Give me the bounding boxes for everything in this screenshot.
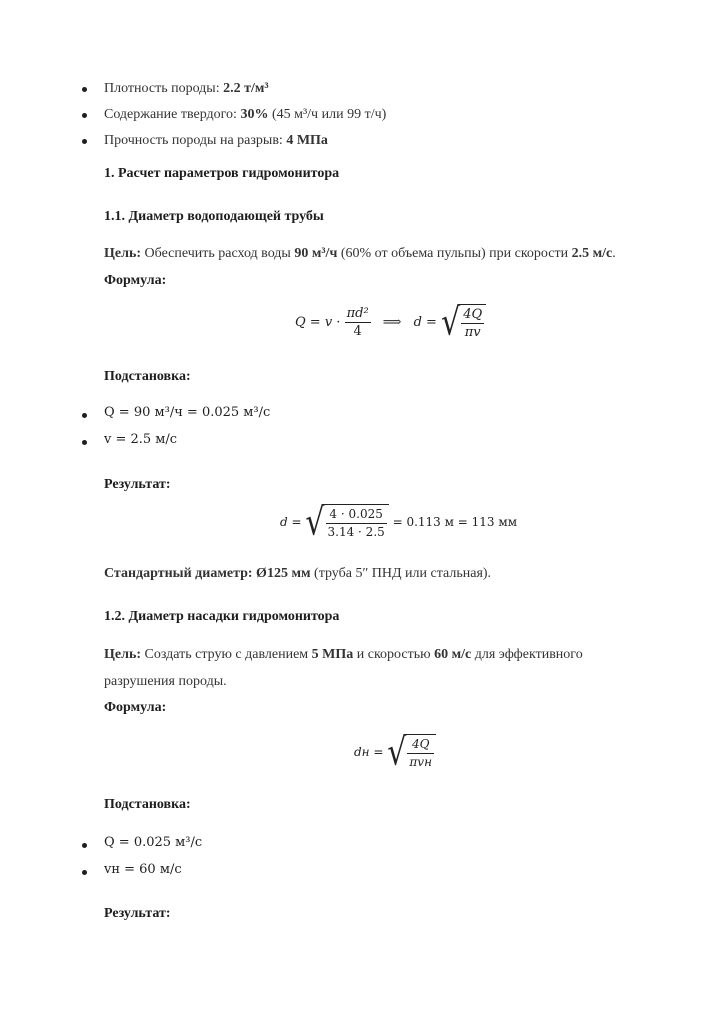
- bullet-dot: [82, 87, 87, 92]
- subsection-heading: 1.1. Диаметр водоподающей трубы: [104, 209, 324, 224]
- substitution-label: Подстановка:: [104, 797, 191, 812]
- substitution-item: vн = 60 м/с: [104, 862, 182, 877]
- sqrt-icon: √: [305, 500, 325, 544]
- implies-arrow: ⟹: [382, 315, 402, 330]
- substitution-item: Q = 90 м³/ч = 0.025 м³/с: [104, 405, 271, 420]
- formula-lhs: Q = v ·: [295, 315, 341, 330]
- bullet-dot: [82, 139, 87, 144]
- section-heading: 1. Расчет параметров гидромонитора: [104, 166, 340, 181]
- formula-result-diameter: d = √ $\frac{4 \cdot 0.025}{3.14 \cdot 2.5}$ = 0.113 м = 113 мм: [280, 500, 518, 544]
- property-strength: Прочность породы на разрыв: 4 МПа: [104, 133, 328, 148]
- substitution-label: Подстановка:: [104, 369, 191, 384]
- subsection-heading: 1.2. Диаметр насадки гидромонитора: [104, 609, 340, 624]
- sqrt-icon: √: [387, 730, 407, 774]
- goal-paragraph: Цель: Обеспечить расход воды 90 м³/ч (60% от объема пульпы) при скорости 2.5 м/с.: [104, 246, 616, 261]
- sqrt-radicand: $\frac{4 \cdot 0.025}{3.14 \cdot 2.5}$: [323, 504, 389, 541]
- formula-label: Формула:: [104, 273, 167, 288]
- formula-label: Формула:: [104, 700, 167, 715]
- property-density: Плотность породы: 2.2 т/м³: [104, 81, 269, 96]
- goal-paragraph-continued: разрушения породы.: [104, 674, 227, 689]
- substitution-item: v = 2.5 м/с: [104, 432, 178, 447]
- sqrt-radicand: $\frac{4Q}{\pi v}$: [458, 304, 486, 341]
- bullet-dot: [82, 440, 87, 445]
- formula-rhs-label: d =: [413, 315, 437, 330]
- result-label: Результат:: [104, 477, 171, 492]
- bullet-dot: [82, 413, 87, 418]
- result-label: Результат:: [104, 906, 171, 921]
- bullet-dot: [82, 113, 87, 118]
- formula-fraction: $\frac{\text{πd²}}{4}$: [346, 306, 369, 339]
- sqrt-icon: √: [441, 300, 461, 344]
- standard-diameter: Стандартный диаметр: Ø125 мм (труба 5″ ПНД или стальная).: [104, 566, 492, 581]
- goal-paragraph: Цель: Создать струю с давлением 5 МПа и скоростью 60 м/с для эффективного: [104, 647, 583, 662]
- bullet-dot: [82, 843, 87, 848]
- property-solids: Содержание твердого: 30% (45 м³/ч или 99 т/ч): [104, 107, 387, 122]
- sqrt-radicand: $\frac{4Q}{\text{πvн}}$: [404, 734, 436, 771]
- formula-nozzle-diameter: dн = √ $\frac{4Q}{\text{πvн}}$: [354, 734, 436, 771]
- substitution-item: Q = 0.025 м³/с: [104, 835, 203, 850]
- bullet-dot: [82, 870, 87, 875]
- formula-pipe-diameter: [295, 300, 486, 344]
